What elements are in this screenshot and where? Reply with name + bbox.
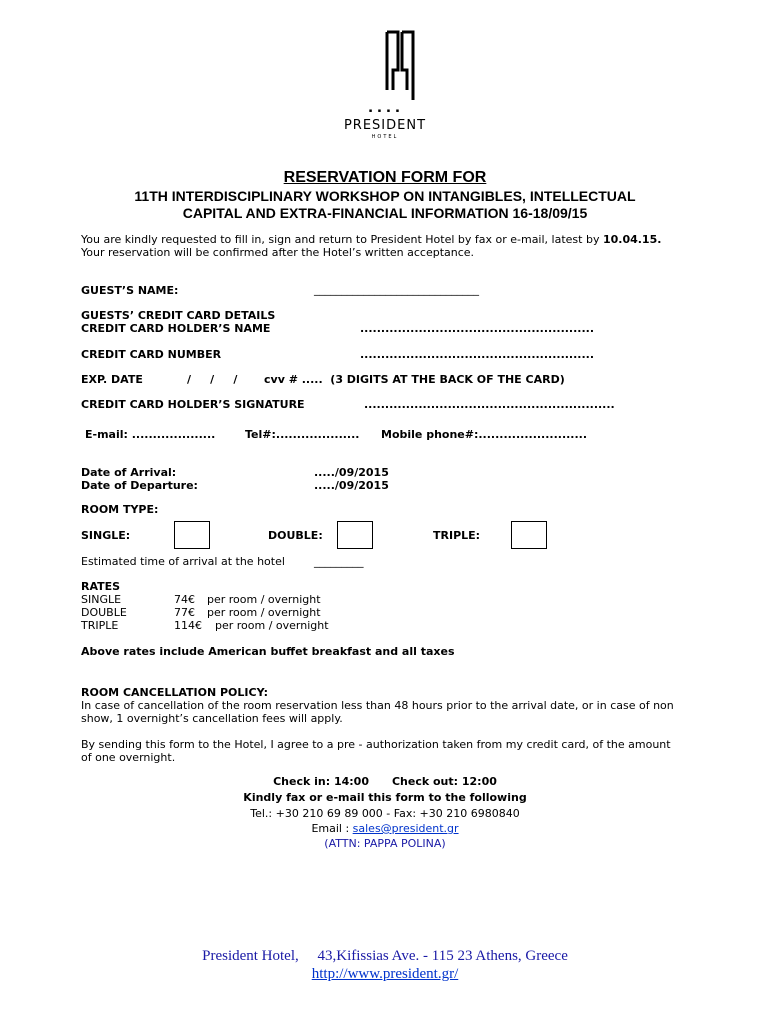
signature-label: CREDIT CARD HOLDER’S SIGNATURE bbox=[81, 398, 305, 411]
email-line bbox=[0, 822, 770, 835]
rate-price: 77€ bbox=[174, 606, 195, 619]
workshop-title-line1: 11TH INTERDISCIPLINARY WORKSHOP ON INTANGIBLES, INTELLECTUAL bbox=[134, 188, 636, 204]
rate-desc: per room / overnight bbox=[207, 606, 321, 619]
guest-name-field[interactable]: ______________________________ bbox=[314, 283, 479, 296]
rate-desc: per room / overnight bbox=[215, 619, 329, 632]
triple-label: TRIPLE: bbox=[433, 529, 481, 542]
eta-label: Estimated time of arrival at the hotel bbox=[81, 555, 285, 568]
rates-heading: RATES bbox=[81, 580, 121, 593]
cvv-field[interactable]: cvv # ..... (3 DIGITS AT THE BACK OF THE CARD) bbox=[264, 373, 565, 386]
intro-text-2: Your reservation will be confirmed after the Hotel’s written acceptance. bbox=[81, 246, 475, 259]
rate-row: TRIPLE bbox=[81, 619, 119, 632]
footer-url-line bbox=[0, 966, 770, 983]
logo-dots: ▪ ▪ ▪ ▪ bbox=[368, 108, 402, 114]
cc-holder-field[interactable]: ........................................................ bbox=[360, 322, 595, 335]
logo-sub: HOTEL bbox=[371, 134, 399, 140]
footer-url-link[interactable]: http://www.president.gr/ bbox=[311, 966, 459, 982]
rates-note: Above rates include American buffet breakfast and all taxes bbox=[81, 645, 455, 658]
check-times: Check in: 14:00 Check out: 12:00 bbox=[273, 775, 497, 788]
rate-desc: per room / overnight bbox=[207, 593, 321, 606]
tel-field[interactable]: Tel#:.................... bbox=[245, 428, 360, 441]
single-checkbox[interactable] bbox=[174, 521, 210, 549]
rate-row: SINGLE bbox=[81, 593, 122, 606]
guest-name-label: GUEST’S NAME: bbox=[81, 284, 179, 297]
arrival-label: Date of Arrival: bbox=[81, 466, 177, 479]
single-label: SINGLE: bbox=[81, 529, 131, 542]
deadline: 10.04.15. bbox=[602, 233, 662, 246]
policy-text-2: show, 1 overnight’s cancellation fees will apply. bbox=[81, 712, 343, 725]
room-type-label: ROOM TYPE: bbox=[81, 503, 159, 516]
double-label: DOUBLE: bbox=[268, 529, 323, 542]
intro-text: You are kindly requested to fill in, sign and return to President Hotel by fax or e-mail, latest by 10.04.15. bbox=[81, 233, 662, 246]
signature-field[interactable]: ............................................................ bbox=[364, 398, 615, 411]
policy-heading: ROOM CANCELLATION POLICY: bbox=[81, 686, 268, 699]
double-checkbox[interactable] bbox=[337, 521, 373, 549]
departure-label: Date of Departure: bbox=[81, 479, 198, 492]
rate-price: 74€ bbox=[174, 593, 195, 606]
cc-number-field[interactable]: ........................................................ bbox=[360, 348, 595, 361]
president-logo-mark bbox=[384, 30, 416, 102]
rate-price: 114€ bbox=[174, 619, 202, 632]
email-prefix: Email : bbox=[311, 822, 353, 835]
exp-date-label: EXP. DATE bbox=[81, 373, 143, 386]
email-link[interactable]: sales@president.gr bbox=[352, 822, 459, 835]
exp-date-field[interactable]: / / / bbox=[187, 373, 238, 386]
arrival-field[interactable]: ...../09/2015 bbox=[314, 466, 389, 479]
cc-number-label: CREDIT CARD NUMBER bbox=[81, 348, 222, 361]
fax-instruction: Kindly fax or e-mail this form to the following bbox=[243, 791, 527, 804]
email-field[interactable]: E-mail: .................... bbox=[85, 428, 216, 441]
authorization-text-1: By sending this form to the Hotel, I agree to a pre - authorization taken from my credit card, of the amount bbox=[81, 738, 671, 751]
cc-heading: GUESTS’ CREDIT CARD DETAILS bbox=[81, 309, 276, 322]
policy-text-1: In case of cancellation of the room reservation less than 48 hours prior to the arrival date, or in case of non bbox=[81, 699, 674, 712]
footer-address: President Hotel, 43,Kifissias Ave. - 115 23 Athens, Greece bbox=[202, 948, 568, 964]
mobile-field[interactable]: Mobile phone#:.......................... bbox=[381, 428, 588, 441]
triple-checkbox[interactable] bbox=[511, 521, 547, 549]
workshop-title-line2: CAPITAL AND EXTRA-FINANCIAL INFORMATION 16-18/09/15 bbox=[182, 205, 588, 221]
departure-field[interactable]: ...../09/2015 bbox=[314, 479, 389, 492]
tel-fax: Tel.: +30 210 69 89 000 - Fax: +30 210 6980840 bbox=[250, 807, 520, 820]
rate-row: DOUBLE bbox=[81, 606, 127, 619]
logo-brand: PRESIDENT bbox=[343, 118, 427, 133]
authorization-text-2: of one overnight. bbox=[81, 751, 176, 764]
form-title: RESERVATION FORM FOR bbox=[283, 169, 487, 186]
attn-line: (ATTN: PAPPA POLINA) bbox=[324, 837, 446, 850]
cc-holder-label: CREDIT CARD HOLDER’S NAME bbox=[81, 322, 271, 335]
eta-field[interactable]: _________ bbox=[314, 555, 364, 568]
